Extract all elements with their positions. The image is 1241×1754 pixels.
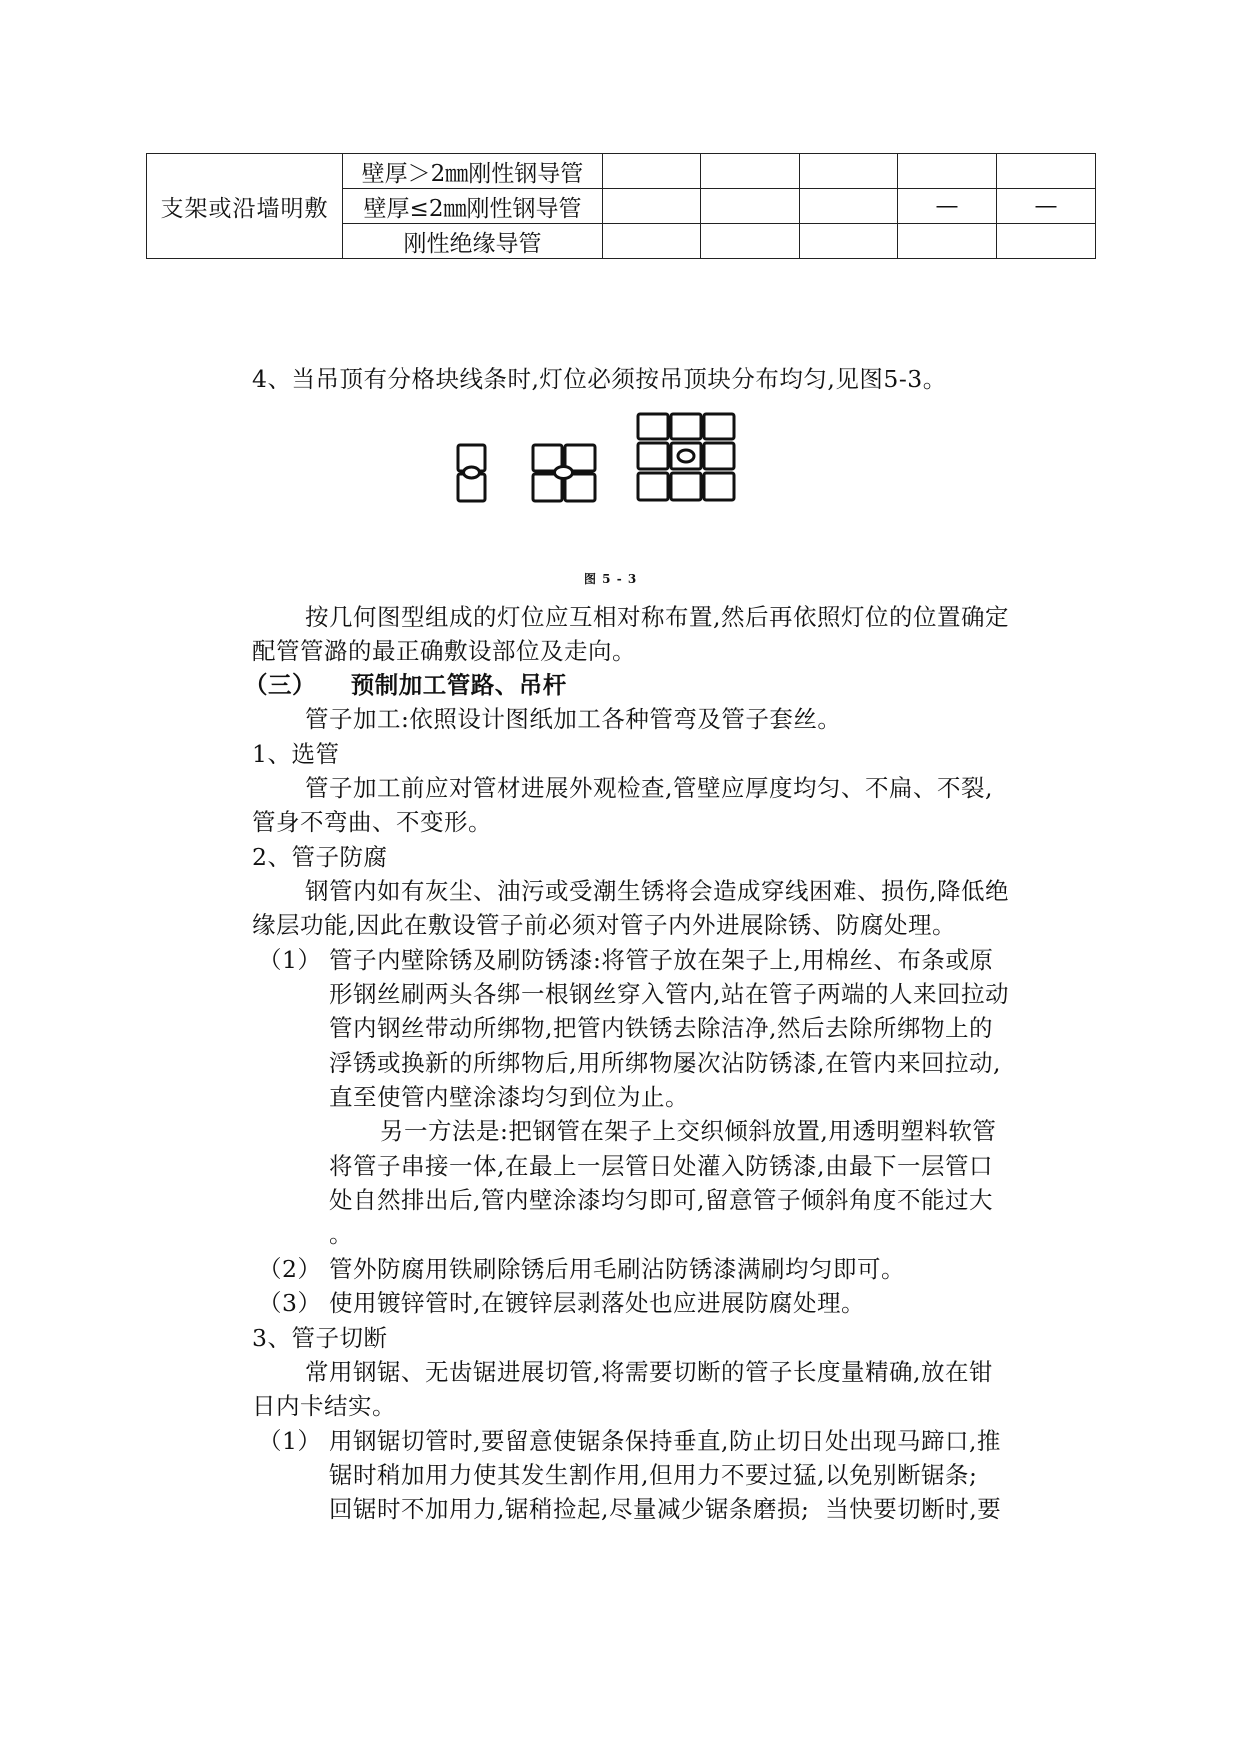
conduit-spec-table bbox=[146, 153, 1096, 259]
table-cell bbox=[800, 224, 898, 259]
paragraph-line: 钢管内如有灰尘、油污或受潮生锈将会造成穿线困难、损伤,降低绝 bbox=[305, 877, 1009, 905]
paragraph-line: 锯时稍加用力使其发生割作用,但用力不要过猛,以免别断锯条; bbox=[329, 1461, 978, 1489]
paragraph-line: 回锯时不加用力,锯稍捡起,尽量减少锯条磨损; 当快要切断时,要 bbox=[329, 1495, 1002, 1523]
table-cell bbox=[898, 154, 997, 189]
table-cell bbox=[997, 224, 1096, 259]
paragraph-line: 用钢锯切管时,要留意使锯条保持垂直,防止切日处出现马蹄口,推 bbox=[329, 1427, 1001, 1455]
paragraph-line: 管子加工:依照设计图纸加工各种管弯及管子套丝。 bbox=[305, 705, 842, 733]
paragraph-line: 日内卡结实。 bbox=[252, 1392, 396, 1420]
paragraph-line: 管外防腐用铁刷除锈后用毛刷沾防锈漆满刷均匀即可。 bbox=[329, 1255, 905, 1283]
subsection-heading: 3、管子切断 bbox=[252, 1324, 388, 1352]
paragraph-line: 管内钢丝带动所绑物,把管内铁锈去除洁净,然后去除所绑物上的 bbox=[329, 1014, 993, 1042]
item-4-text: 4、当吊顶有分格块线条时,灯位必须按吊顶块分布均匀,见图5-3。 bbox=[252, 365, 947, 393]
paragraph-line: 浮锈或换新的所绑物后,用所绑物屡次沾防锈漆,在管内来回拉动, bbox=[329, 1049, 1001, 1077]
figure-caption: 图 5 - 3 bbox=[584, 572, 638, 586]
row-label-cell: 刚性绝缘导管 bbox=[343, 224, 603, 259]
table-cell bbox=[800, 189, 898, 224]
group-label-cell: 支架或沿墙明敷 bbox=[147, 154, 343, 259]
row-label-cell: 壁厚＞2㎜刚性钢导管 bbox=[343, 154, 603, 189]
table-cell bbox=[800, 154, 898, 189]
row-label-cell: 壁厚≤2㎜刚性钢导管 bbox=[343, 189, 603, 224]
table-cell bbox=[898, 224, 997, 259]
table-cell bbox=[603, 154, 701, 189]
paragraph-line: 。 bbox=[329, 1220, 353, 1248]
table-cell: — bbox=[898, 189, 997, 224]
list-number: （3） bbox=[258, 1289, 322, 1317]
paragraph-line: 使用镀锌管时,在镀锌层剥落处也应进展防腐处理。 bbox=[329, 1289, 865, 1317]
list-number: （1） bbox=[258, 1427, 322, 1455]
list-number: （1） bbox=[258, 946, 322, 974]
table-cell bbox=[603, 224, 701, 259]
paragraph-line: 形钢丝刷两头各绑一根钢丝穿入管内,站在管子两端的人来回拉动 bbox=[329, 980, 1009, 1008]
paragraph-line: 常用钢锯、无齿锯进展切管,将需要切断的管子长度量精确,放在钳 bbox=[305, 1358, 993, 1386]
paragraph-line: 按几何图型组成的灯位应互相对称布置,然后再依照灯位的位置确定 bbox=[305, 603, 1009, 631]
table-cell bbox=[997, 154, 1096, 189]
table-cell: — bbox=[997, 189, 1096, 224]
list-number: （2） bbox=[258, 1255, 322, 1283]
paragraph-line: 直至使管内壁涂漆均匀到位为止。 bbox=[329, 1083, 689, 1111]
table-cell bbox=[701, 189, 800, 224]
paragraph-line: 管子加工前应对管材进展外观检查,管壁应厚度均匀、不扁、不裂, bbox=[305, 774, 993, 802]
paragraph-line: 处自然排出后,管内壁涂漆均匀即可,留意管子倾斜角度不能过大 bbox=[329, 1186, 993, 1214]
paragraph-line: 管子内壁除锈及刷防锈漆:将管子放在架子上,用棉丝、布条或原 bbox=[329, 946, 994, 974]
paragraph-line: 另一方法是:把钢管在架子上交织倾斜放置,用透明塑料软管 bbox=[380, 1117, 997, 1145]
table-cell bbox=[701, 154, 800, 189]
subsection-heading: 1、选管 bbox=[252, 740, 340, 768]
paragraph-line: 管身不弯曲、不变形。 bbox=[252, 808, 492, 836]
table-cell bbox=[603, 189, 701, 224]
section-heading: （三） 预制加工管路、吊杆 bbox=[244, 671, 567, 699]
paragraph-line: 缘层功能,因此在敷设管子前必须对管子内外进展除锈、防腐处理。 bbox=[252, 911, 956, 939]
paragraph-line: 配管管潞的最正确敷设部位及走向。 bbox=[252, 637, 636, 665]
paragraph-line: 将管子串接一体,在最上一层管日处灌入防锈漆,由最下一层管口 bbox=[329, 1152, 993, 1180]
subsection-heading: 2、管子防腐 bbox=[252, 843, 388, 871]
ceiling-lamp-layout-figure bbox=[455, 410, 755, 510]
table-row bbox=[147, 154, 1096, 189]
table-cell bbox=[701, 224, 800, 259]
